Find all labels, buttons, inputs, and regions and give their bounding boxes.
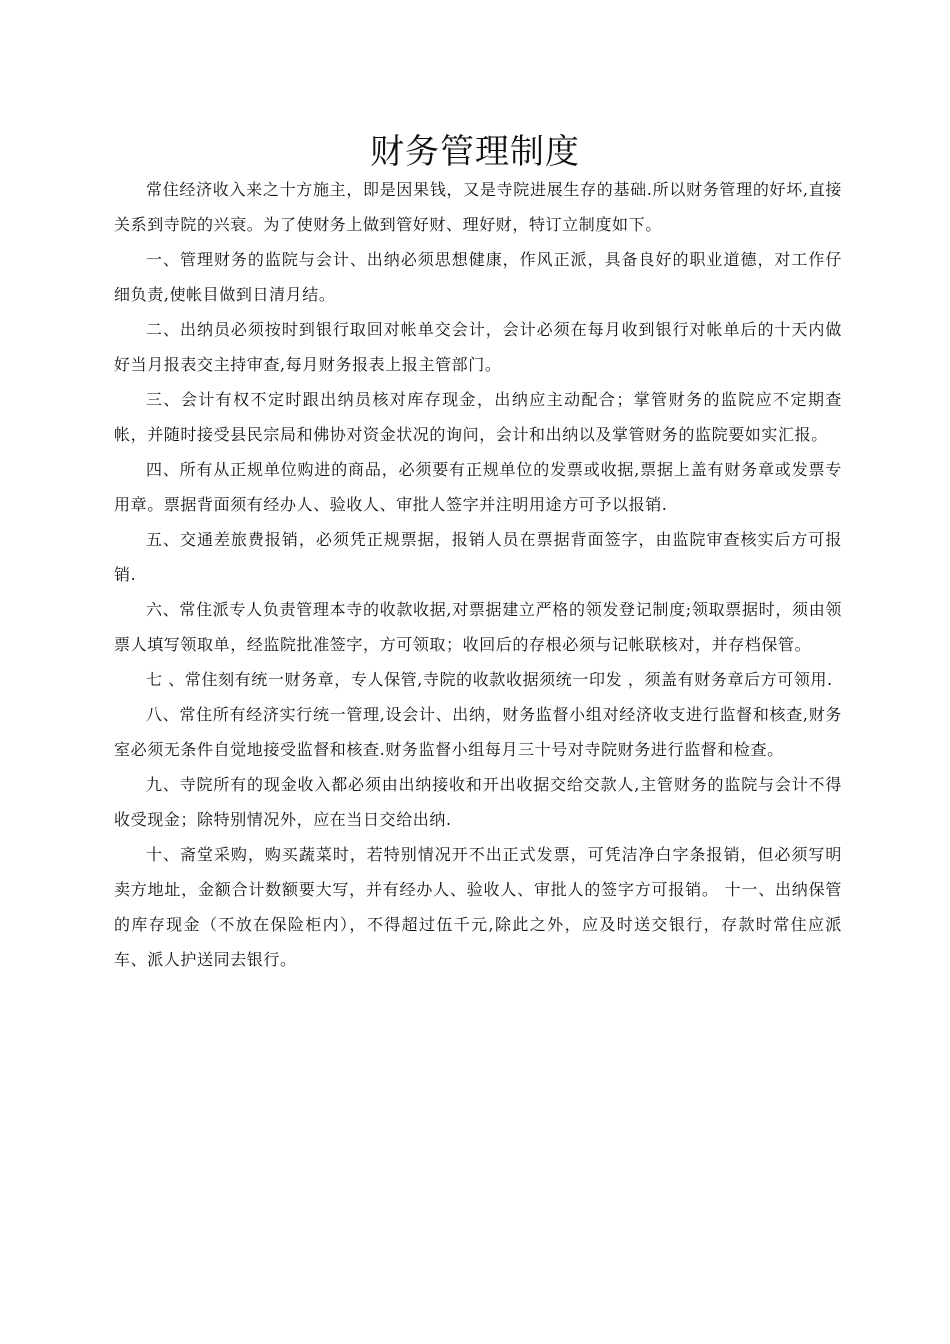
paragraph-intro: 常住经济收入来之十方施主，即是因果钱，又是寺院进展生存的基础.所以财务管理的好坏,直接关系到寺院的兴衰。为了使财务上做到管好财、理好财，特订立制度如下。 (114, 180, 842, 234)
paragraph-rule-1: 一、管理财务的监院与会计、出纳必须思想健康，作风正派，具备良好的职业道德，对工作仔细负责,使帐目做到日清月结。 (114, 250, 842, 304)
document-title: 财务管理制度 (370, 132, 580, 172)
paragraph-rule-7: 七 、常住刻有统一财务章，专人保管,寺院的收款收据须统一印发 ，须盖有财务章后方可领用. (146, 670, 833, 689)
paragraph-rule-9: 九、寺院所有的现金收入都必须由出纳接收和开出收据交给交款人,主管财务的监院与会计不得收受现金；除特别情况外，应在当日交给出纳. (114, 775, 842, 829)
paragraph-rule-4: 四、所有从正规单位购进的商品，必须要有正规单位的发票或收据,票据上盖有财务章或发票专用章。票据背面须有经办人、验收人、审批人签字并注明用途方可予以报销. (114, 460, 842, 514)
paragraph-rule-3: 三、会计有权不定时跟出纳员核对库存现金，出纳应主动配合；掌管财务的监院应不定期查帐，并随时接受县民宗局和佛协对资金状况的询问，会计和出纳以及掌管财务的监院要如实汇报。 (114, 390, 842, 444)
paragraph-rule-2: 二、出纳员必须按时到银行取回对帐单交会计，会计必须在每月收到银行对帐单后的十天内做好当月报表交主持审查,每月财务报表上报主管部门。 (114, 320, 842, 374)
document-body (114, 172, 842, 977)
paragraph-rule-5: 五、交通差旅费报销，必须凭正规票据，报销人员在票据背面签字，由监院审查核实后方可报销. (114, 530, 842, 584)
paragraph-rule-10-11: 十、斋堂采购，购买蔬菜时，若特别情况开不出正式发票，可凭洁净白字条报销，但必须写明卖方地址，金额合计数额要大写，并有经办人、验收人、审批人的签字方可报销。 十一、出纳保管的库存现金（不放在保险柜内），不得超过伍千元,除此之外，应及时送交银行，存款时常住应派车、派人护送同去银行。 (114, 845, 842, 969)
paragraph-rule-8: 八、常住所有经济实行统一管理,设会计、出纳，财务监督小组对经济收支进行监督和核查,财务室必须无条件自觉地接受监督和核查.财务监督小组每月三十号对寺院财务进行监督和检查。 (114, 705, 842, 759)
paragraph-rule-6: 六、常住派专人负责管理本寺的收款收据,对票据建立严格的领发登记制度;领取票据时，须由领票人填写领取单，经监院批准签字，方可领取；收回后的存根必须与记帐联核对，并存档保管。 (114, 600, 842, 654)
